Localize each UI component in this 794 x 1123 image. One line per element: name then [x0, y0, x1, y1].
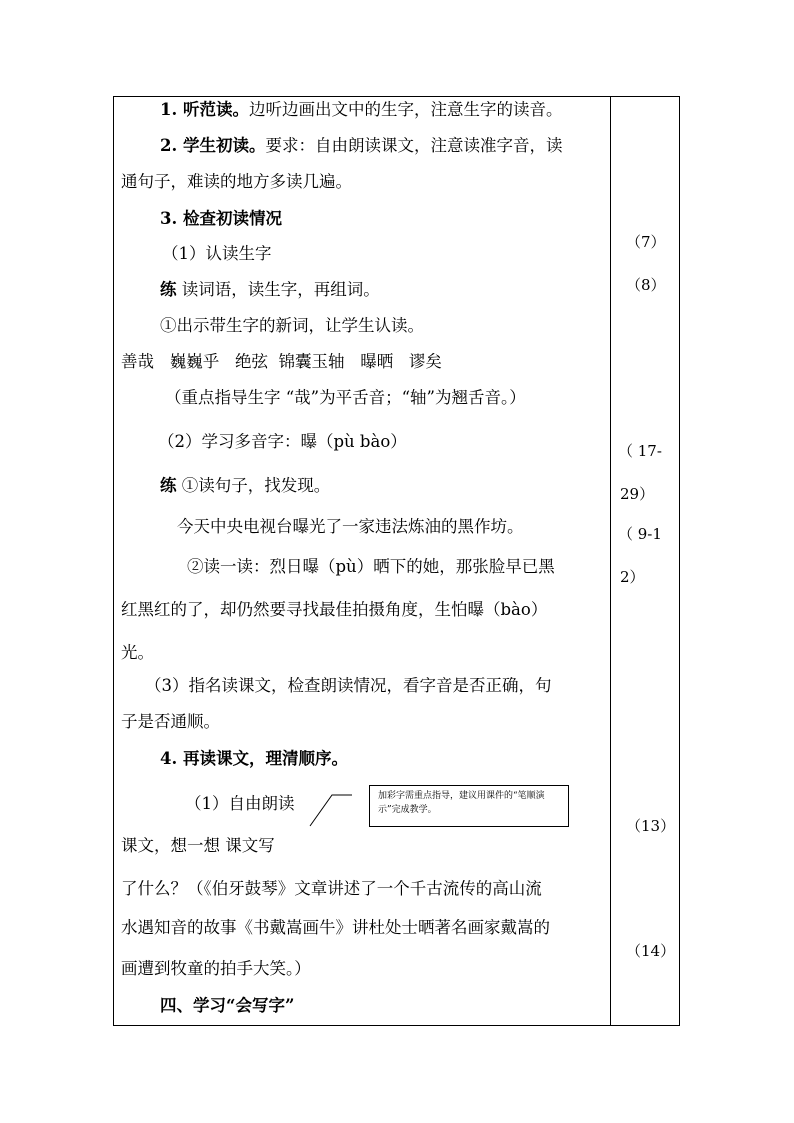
reading-item-end: 光。 — [121, 643, 154, 662]
practice-label: 练 — [160, 280, 177, 299]
sub-4-cont: 课文，想一想 课文写 — [121, 836, 275, 855]
step-3-heading: 3. 检查初读情况 — [160, 209, 282, 228]
reading-item-cont: 红黑红的了，却仍然要寻找最佳拍摄角度，生怕曝（bào） — [121, 600, 548, 619]
time-17-29: （ 17- — [618, 442, 662, 460]
summary-2: 水遇知音的故事《书戴嵩画牛》讲杜处士晒著名画家戴嵩的 — [121, 918, 550, 937]
time-7: （7） — [626, 233, 666, 251]
practice-1-text: 读词语，读生字，再组词。 — [176, 280, 380, 299]
sub-3: （3）指名读课文，检查朗读情况，看字音是否正确，句 — [145, 676, 552, 695]
time-8: （8） — [626, 276, 666, 294]
sub-3-cont: 子是否通顺。 — [121, 712, 220, 731]
practice-label-2: 练 — [160, 476, 177, 495]
step-4-heading: 4. 再读课文，理清顺序。 — [160, 749, 348, 768]
step-1-heading: 1. 听范读。 — [160, 100, 249, 119]
summary-3: 画遭到牧童的拍手大笑。） — [121, 959, 311, 978]
reading-item: ②读一读：烈日曝（pù）晒下的她，那张脸早已黑 — [187, 557, 555, 576]
section-four-heading: 四、学习“会写字” — [160, 996, 295, 1015]
sub-4: （1）自由朗读 — [185, 794, 295, 813]
pronunciation-note: （重点指导生字 “哉”为平舌音；“轴”为翘舌音。） — [165, 388, 526, 407]
sub-2: （2）学习多音字：曝（pù bào） — [158, 432, 407, 451]
sub-1: （1）认读生字 — [162, 244, 272, 263]
time-17-29-cont: 29） — [620, 485, 655, 503]
step-2-cont: 通句子，难读的地方多读几遍。 — [121, 172, 352, 191]
time-9-12: （ 9-1 — [618, 525, 662, 543]
item-1: ①出示带生字的新词，让学生认读。 — [160, 316, 424, 335]
step-2-text: 要求：自由朗读课文，注意读准字音，读 — [265, 136, 563, 155]
practice-2-text: ①读句子，找发现。 — [176, 476, 331, 495]
step-1-text: 边听边画出文中的生字，注意生字的读音。 — [248, 100, 563, 119]
time-13: （13） — [626, 817, 676, 835]
time-14: （14） — [626, 942, 676, 960]
word-list: 善哉 巍巍乎 绝弦 锦囊玉轴 曝晒 谬矣 — [121, 352, 442, 371]
teaching-note-box: 加彩字需重点指导，建议用课件的“笔顺演示”完成教学。 — [369, 785, 569, 827]
step-2-heading: 2. 学生初读。 — [160, 136, 266, 155]
callout-line — [310, 795, 352, 826]
time-9-12-cont: 2） — [620, 568, 645, 586]
example-sentence: 今天中央电视台曝光了一家违法炼油的黑作坊。 — [177, 517, 524, 536]
summary-1: 了什么？（《伯牙鼓琴》文章讲述了一个千古流传的高山流 — [121, 879, 542, 898]
